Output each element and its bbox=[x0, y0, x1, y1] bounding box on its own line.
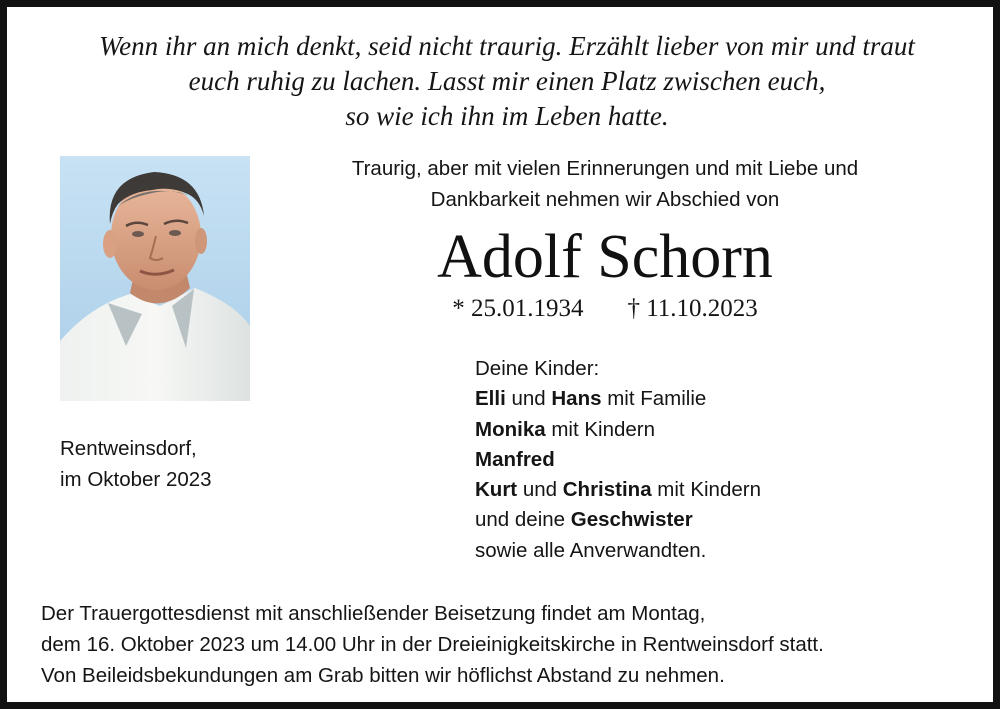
mourner-name: Hans bbox=[551, 387, 602, 411]
place-and-date bbox=[60, 433, 212, 495]
birth-date: * 25.01.1934 bbox=[452, 295, 584, 322]
mourner-suffix: mit Familie bbox=[601, 387, 707, 411]
mourner-row bbox=[475, 415, 761, 445]
deceased-name: Adolf Schorn bbox=[437, 223, 773, 291]
service-notice bbox=[41, 598, 824, 691]
mourner-name: Christina bbox=[562, 478, 652, 502]
quote-line: so wie ich ihn im Leben hatte. bbox=[345, 101, 669, 131]
mourner-name: Manfred bbox=[475, 447, 555, 471]
life-dates bbox=[275, 292, 935, 326]
mourners-list bbox=[475, 354, 761, 566]
date-line: im Oktober 2023 bbox=[60, 468, 212, 491]
mourner-connector: und bbox=[517, 478, 563, 502]
mourners-heading: Deine Kinder: bbox=[475, 357, 600, 380]
relatives-line: sowie alle Anverwandten. bbox=[475, 538, 707, 562]
quote-line: Wenn ihr an mich denkt, seid nicht traurig. Erzählt lieber von mir und traut bbox=[99, 31, 915, 61]
mourner-name: Kurt bbox=[475, 478, 518, 502]
quote-line: euch ruhig zu lachen. Lasst mir einen Platz zwischen euch, bbox=[188, 66, 826, 96]
mourner-suffix: mit Kindern bbox=[651, 478, 761, 502]
portrait-illustration bbox=[60, 156, 250, 401]
intro-text bbox=[275, 153, 935, 215]
intro-line: Dankbarkeit nehmen wir Abschied von bbox=[430, 188, 780, 211]
death-date: † 11.10.2023 bbox=[627, 295, 758, 322]
service-line: Von Beileidsbekundungen am Grab bitten wir höflichst Abstand zu nehmen. bbox=[41, 664, 725, 687]
mourner-name: Geschwister bbox=[570, 508, 693, 532]
mourner-suffix: mit Kindern bbox=[545, 417, 656, 441]
service-line: dem 16. Oktober 2023 um 14.00 Uhr in der Dreieinigkeitskirche in Rentweinsdorf statt. bbox=[41, 633, 824, 656]
mourner-row bbox=[475, 505, 761, 535]
memorial-quote bbox=[17, 29, 997, 134]
mourner-connector: und bbox=[505, 387, 552, 411]
intro-line: Traurig, aber mit vielen Erinnerungen und mit Liebe und bbox=[351, 157, 859, 180]
siblings-prefix: und deine bbox=[475, 508, 571, 532]
mourner-row bbox=[475, 445, 761, 475]
portrait-photo bbox=[60, 156, 250, 401]
service-line: Der Trauergottesdienst mit anschließender Beisetzung findet am Montag, bbox=[41, 602, 706, 625]
mourner-name: Elli bbox=[475, 387, 506, 411]
mourner-name: Monika bbox=[475, 417, 546, 441]
place-line: Rentweinsdorf, bbox=[60, 437, 197, 460]
mourner-row bbox=[475, 475, 761, 505]
mourner-row bbox=[475, 384, 761, 414]
